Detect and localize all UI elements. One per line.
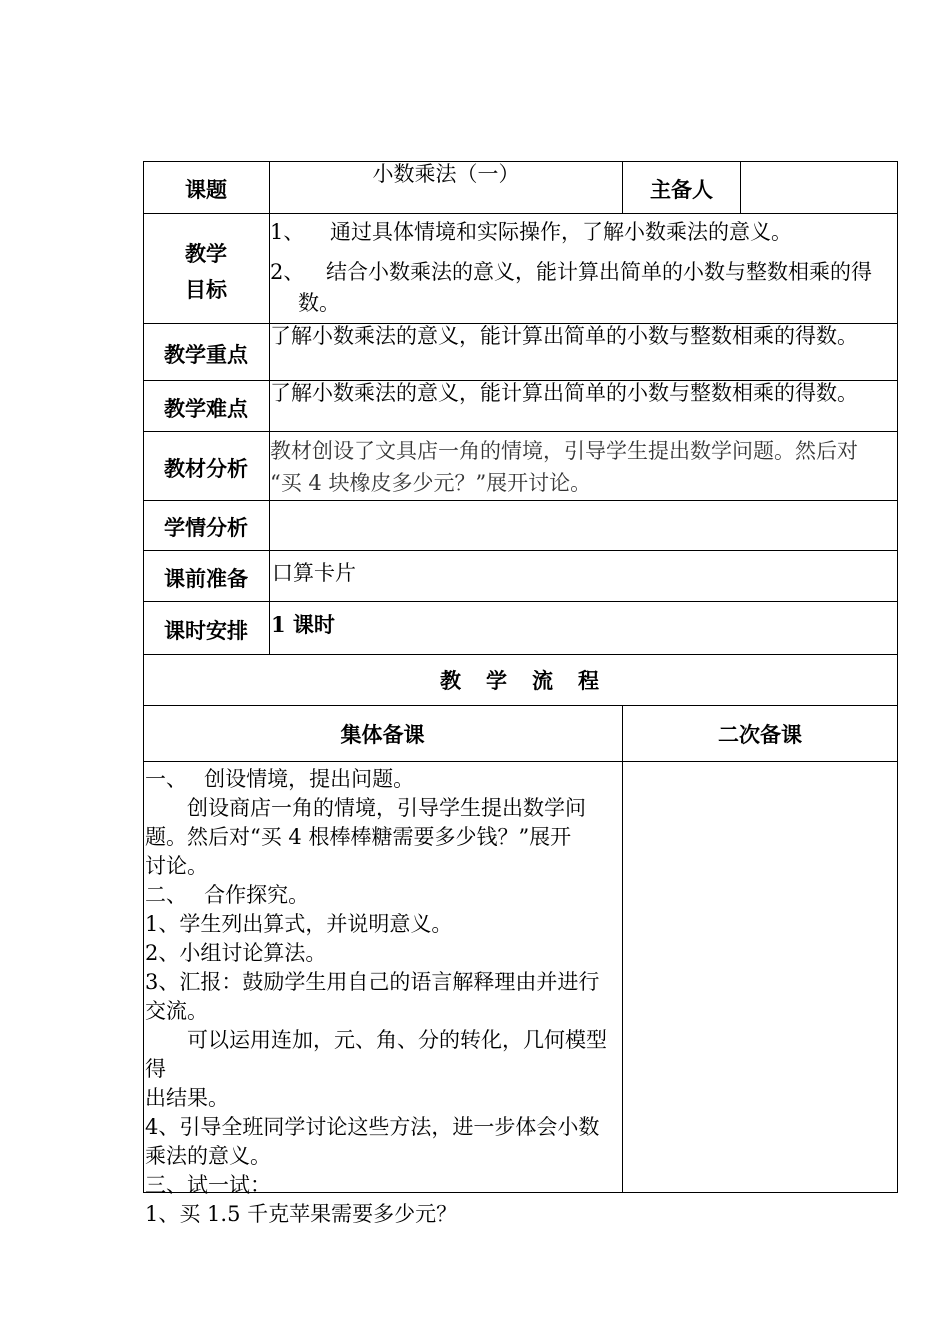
teaching-flow-title: 教 学 流 程 <box>440 668 601 693</box>
key-points-label: 教学重点 <box>164 342 248 367</box>
material-analysis-text: 教材创设了文具店一角的情境，引导学生提出数学问题。然后对 <box>270 439 858 463</box>
topic-value: 小数乘法（一） <box>372 162 520 186</box>
row-border <box>143 431 898 432</box>
flow-line: 出结果。 <box>145 1086 229 1110</box>
collective-prep-content <box>145 765 621 1229</box>
row-border <box>143 550 898 551</box>
row-border <box>143 705 898 706</box>
flow-line: 三、试一试： <box>145 1173 271 1197</box>
flow-line: 题。然后对“买 4 根棒棒糖需要多少钱？”展开 <box>145 825 572 849</box>
objective-2-text: 结合小数乘法的意义，能计算出简单的小数与整数相乘的得 <box>326 260 872 284</box>
flow-line: 创设商店一角的情境，引导学生提出数学问 <box>145 796 586 820</box>
schedule-text: 1 课时 <box>271 612 335 637</box>
flow-line: 1、买 1.5 千克苹果需要多少元？ <box>145 1202 458 1226</box>
row-border <box>143 601 898 602</box>
flow-line: 交流。 <box>145 999 208 1023</box>
flow-line: 一、 创设情境，提出问题。 <box>145 767 415 791</box>
preparation-label: 课前准备 <box>164 566 248 591</box>
flow-line: 4、引导全班同学讨论这些方法，进一步体会小数 <box>145 1115 600 1139</box>
objectives-label-line2: 目标 <box>185 277 227 302</box>
row-border <box>143 213 898 214</box>
difficult-points-label: 教学难点 <box>164 396 248 421</box>
preparation-text: 口算卡片 <box>272 561 356 585</box>
flow-line: 乘法的意义。 <box>145 1144 271 1168</box>
material-analysis-text-continued: “买 4 块橡皮多少元？”展开讨论。 <box>270 471 592 495</box>
flow-line: 2、小组讨论算法。 <box>145 941 327 965</box>
difficult-points-text: 了解小数乘法的意义，能计算出简单的小数与整数相乘的得数。 <box>270 381 858 405</box>
objective-1-text: 通过具体情境和实际操作，了解小数乘法的意义。 <box>330 220 792 244</box>
flow-line: 1、学生列出算式，并说明意义。 <box>145 912 453 936</box>
key-points-text: 了解小数乘法的意义，能计算出简单的小数与整数相乘的得数。 <box>270 324 858 348</box>
student-analysis-label: 学情分析 <box>164 515 248 540</box>
col-border <box>622 705 623 1192</box>
col-border <box>740 161 741 213</box>
row-border <box>143 654 898 655</box>
objective-2-text-continued: 数。 <box>298 291 340 315</box>
schedule-label: 课时安排 <box>164 618 248 643</box>
preparer-label: 主备人 <box>650 177 713 202</box>
collective-prep-header: 集体备课 <box>340 722 425 747</box>
objective-2-number: 2、 <box>270 260 305 284</box>
second-prep-content <box>624 763 896 1191</box>
flow-line: 二、 合作探究。 <box>145 883 310 907</box>
topic-label: 课题 <box>185 177 227 202</box>
flow-line: 3、汇报：鼓励学生用自己的语言解释理由并进行 <box>145 970 600 994</box>
objectives-label-line1: 教学 <box>185 241 227 266</box>
material-analysis-label: 教材分析 <box>164 456 248 481</box>
row-border <box>143 500 898 501</box>
flow-line: 讨论。 <box>145 854 208 878</box>
second-prep-header: 二次备课 <box>718 722 802 747</box>
flow-line: 可以运用连加，元、角、分的转化，几何模型得 <box>145 1028 607 1081</box>
objective-1-number: 1、 <box>270 220 305 244</box>
row-border <box>143 761 898 762</box>
